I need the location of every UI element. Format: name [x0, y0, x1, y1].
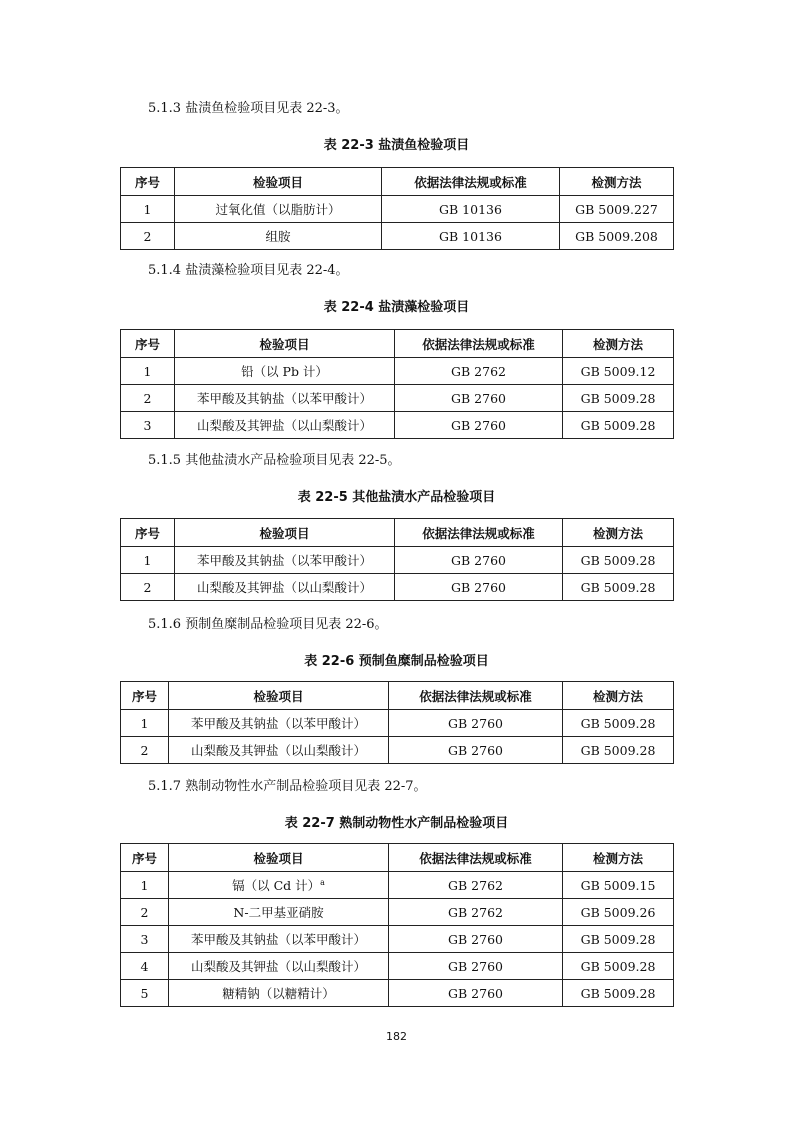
cell-standard: GB 2760 [395, 412, 563, 439]
table-row [121, 574, 674, 601]
cell-method: GB 5009.227 [560, 196, 674, 223]
cell-method: GB 5009.28 [563, 547, 674, 574]
header-standard: 依据法律法规或标准 [395, 330, 563, 358]
cell-method: GB 5009.28 [563, 710, 674, 737]
header-method: 检测方法 [560, 168, 674, 196]
cell-method: GB 5009.28 [563, 412, 674, 439]
header-method: 检测方法 [563, 519, 674, 547]
cell-method: GB 5009.15 [563, 872, 674, 899]
intro-paragraph: 5.1.7 熟制动物性水产制品检验项目见表 22-7。 [148, 779, 427, 794]
table-22-4 [120, 329, 674, 439]
cell-item: N-二甲基亚硝胺 [169, 899, 389, 926]
table-caption: 表 22-7 熟制动物性水产制品检验项目 [284, 816, 509, 831]
table-caption: 表 22-3 盐渍鱼检验项目 [323, 138, 470, 153]
intro-paragraph: 5.1.6 预制鱼糜制品检验项目见表 22-6。 [148, 617, 388, 632]
cell-item: 山梨酸及其钾盐（以山梨酸计） [175, 412, 395, 439]
table-row [121, 953, 674, 980]
table-row [121, 412, 674, 439]
cell-no: 5 [121, 980, 169, 1007]
table-row [121, 547, 674, 574]
cell-no: 1 [121, 710, 169, 737]
cell-method: GB 5009.28 [563, 980, 674, 1007]
cell-method: GB 5009.208 [560, 223, 674, 250]
header-standard: 依据法律法规或标准 [389, 682, 563, 710]
intro-paragraph: 5.1.3 盐渍鱼检验项目见表 22-3。 [148, 101, 349, 116]
table-header-row [121, 168, 674, 196]
cell-standard: GB 2760 [389, 737, 563, 764]
cell-no: 2 [121, 385, 175, 412]
page-number: 182 [386, 1030, 407, 1043]
table-caption: 表 22-4 盐渍藻检验项目 [323, 300, 470, 315]
cell-no: 2 [121, 899, 169, 926]
table-caption: 表 22-6 预制鱼糜制品检验项目 [304, 654, 489, 669]
cell-standard: GB 2762 [389, 872, 563, 899]
cell-standard: GB 2762 [395, 358, 563, 385]
cell-method: GB 5009.26 [563, 899, 674, 926]
header-item: 检验项目 [169, 682, 389, 710]
cell-no: 1 [121, 872, 169, 899]
cell-item: 苯甲酸及其钠盐（以苯甲酸计） [175, 385, 395, 412]
cell-standard: GB 10136 [382, 223, 560, 250]
cell-method: GB 5009.12 [563, 358, 674, 385]
cell-standard: GB 2762 [389, 899, 563, 926]
intro-paragraph: 5.1.5 其他盐渍水产品检验项目见表 22-5。 [148, 453, 401, 468]
table-row [121, 872, 674, 899]
header-no: 序号 [121, 844, 169, 872]
table-22-6 [120, 681, 674, 764]
header-method: 检测方法 [563, 844, 674, 872]
header-no: 序号 [121, 519, 175, 547]
header-method: 检测方法 [563, 682, 674, 710]
header-standard: 依据法律法规或标准 [382, 168, 560, 196]
cell-item [169, 872, 389, 899]
cell-no: 2 [121, 223, 175, 250]
cell-method: GB 5009.28 [563, 926, 674, 953]
table-row [121, 899, 674, 926]
table-row [121, 385, 674, 412]
cell-standard: GB 2760 [395, 547, 563, 574]
cell-no: 1 [121, 547, 175, 574]
header-standard: 依据法律法规或标准 [389, 844, 563, 872]
cell-item: 铅（以 Pb 计） [175, 358, 395, 385]
cell-standard: GB 2760 [389, 980, 563, 1007]
header-no: 序号 [121, 330, 175, 358]
header-no: 序号 [121, 682, 169, 710]
cell-no: 1 [121, 196, 175, 223]
header-item: 检验项目 [175, 330, 395, 358]
cell-standard: GB 2760 [389, 953, 563, 980]
cell-no: 3 [121, 412, 175, 439]
header-method: 检测方法 [563, 330, 674, 358]
cell-item: 山梨酸及其钾盐（以山梨酸计） [169, 953, 389, 980]
cell-method: GB 5009.28 [563, 574, 674, 601]
table-row [121, 737, 674, 764]
cell-no: 1 [121, 358, 175, 385]
table-22-3 [120, 167, 674, 250]
header-standard: 依据法律法规或标准 [395, 519, 563, 547]
cell-no: 4 [121, 953, 169, 980]
table-row [121, 926, 674, 953]
table-22-5 [120, 518, 674, 601]
cell-standard: GB 2760 [389, 710, 563, 737]
table-header-row [121, 330, 674, 358]
cell-method: GB 5009.28 [563, 737, 674, 764]
table-row [121, 710, 674, 737]
intro-paragraph: 5.1.4 盐渍藻检验项目见表 22-4。 [148, 263, 349, 278]
table-row [121, 196, 674, 223]
cell-item: 山梨酸及其钾盐（以山梨酸计） [169, 737, 389, 764]
table-row [121, 223, 674, 250]
cell-item: 过氧化值（以脂肪计） [175, 196, 382, 223]
cell-no: 3 [121, 926, 169, 953]
cell-method: GB 5009.28 [563, 385, 674, 412]
cell-standard: GB 2760 [395, 574, 563, 601]
cell-no: 2 [121, 574, 175, 601]
header-no: 序号 [121, 168, 175, 196]
cell-item: 苯甲酸及其钠盐（以苯甲酸计） [169, 710, 389, 737]
cell-item: 苯甲酸及其钠盐（以苯甲酸计） [169, 926, 389, 953]
table-row [121, 358, 674, 385]
table-row [121, 980, 674, 1007]
cell-item: 苯甲酸及其钠盐（以苯甲酸计） [175, 547, 395, 574]
header-item: 检验项目 [169, 844, 389, 872]
table-header-row [121, 844, 674, 872]
header-item: 检验项目 [175, 168, 382, 196]
header-item: 检验项目 [175, 519, 395, 547]
cell-standard: GB 10136 [382, 196, 560, 223]
cell-item: 山梨酸及其钾盐（以山梨酸计） [175, 574, 395, 601]
cell-item: 糖精钠（以糖精计） [169, 980, 389, 1007]
footnote-marker: a [320, 877, 325, 887]
cell-item-text: 镉（以 Cd 计） [232, 878, 321, 893]
cell-method: GB 5009.28 [563, 953, 674, 980]
cell-standard: GB 2760 [395, 385, 563, 412]
cell-standard: GB 2760 [389, 926, 563, 953]
table-header-row [121, 682, 674, 710]
table-header-row [121, 519, 674, 547]
cell-no: 2 [121, 737, 169, 764]
table-22-7 [120, 843, 674, 1007]
table-caption: 表 22-5 其他盐渍水产品检验项目 [297, 490, 496, 505]
cell-item: 组胺 [175, 223, 382, 250]
